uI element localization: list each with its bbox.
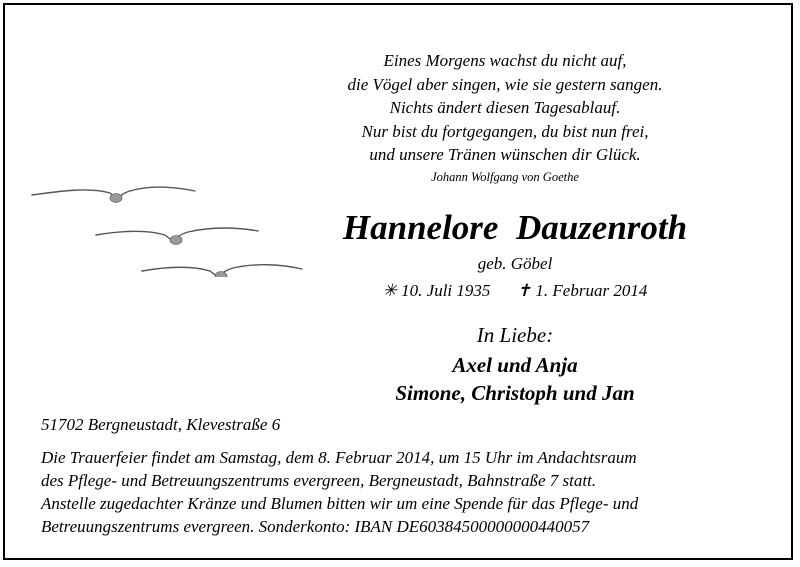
- death-date: 1. Februar 2014: [535, 281, 648, 300]
- poem: [305, 49, 705, 167]
- donation-line: Betreuungszentrums evergreen. Sonderkonto: IBAN DE60384500000000440057: [41, 517, 590, 536]
- mourner-line: Simone, Christoph und Jan: [395, 381, 635, 405]
- mourner-line: Axel und Anja: [452, 353, 578, 377]
- birth-date: 10. Juli 1935: [401, 281, 491, 300]
- obituary-frame: [3, 3, 793, 560]
- poem-author: Johann Wolfgang von Goethe: [431, 170, 579, 184]
- ceremony-info: [41, 446, 781, 538]
- maiden-name: geb. Göbel: [477, 254, 553, 273]
- poem-line: Nur bist du fortgegangen, du bist nun frei,: [361, 121, 649, 141]
- poem-line: und unsere Tränen wünschen dir Glück.: [369, 145, 641, 165]
- poem-line: die Vögel aber singen, wie sie gestern sangen.: [347, 74, 663, 94]
- poem-line: Eines Morgens wachst du nicht auf,: [383, 51, 627, 70]
- life-dates: [305, 281, 725, 301]
- birth-star-icon: ✳: [382, 281, 397, 300]
- deceased-name: Hannelore Dauzenroth: [342, 208, 688, 247]
- address: 51702 Bergneustadt, Klevestraße 6: [41, 415, 281, 434]
- ceremony-line: Die Trauerfeier findet am Samstag, dem 8. Februar 2014, um 15 Uhr im Andachtsraum: [41, 448, 637, 467]
- death-cross-icon: ✝: [516, 281, 532, 300]
- ceremony-line: des Pflege- und Betreuungszentrums evergreen, Bergneustadt, Bahnstraße 7 statt.: [41, 471, 597, 490]
- donation-line: Anstelle zugedachter Kränze und Blumen bitten wir um eine Spende für das Pflege- und: [41, 494, 639, 513]
- flying-birds-icon: [30, 177, 320, 277]
- mourners-intro: In Liebe:: [476, 323, 554, 347]
- mourners-list: [305, 351, 725, 407]
- poem-line: Nichts ändert diesen Tagesablauf.: [389, 98, 621, 118]
